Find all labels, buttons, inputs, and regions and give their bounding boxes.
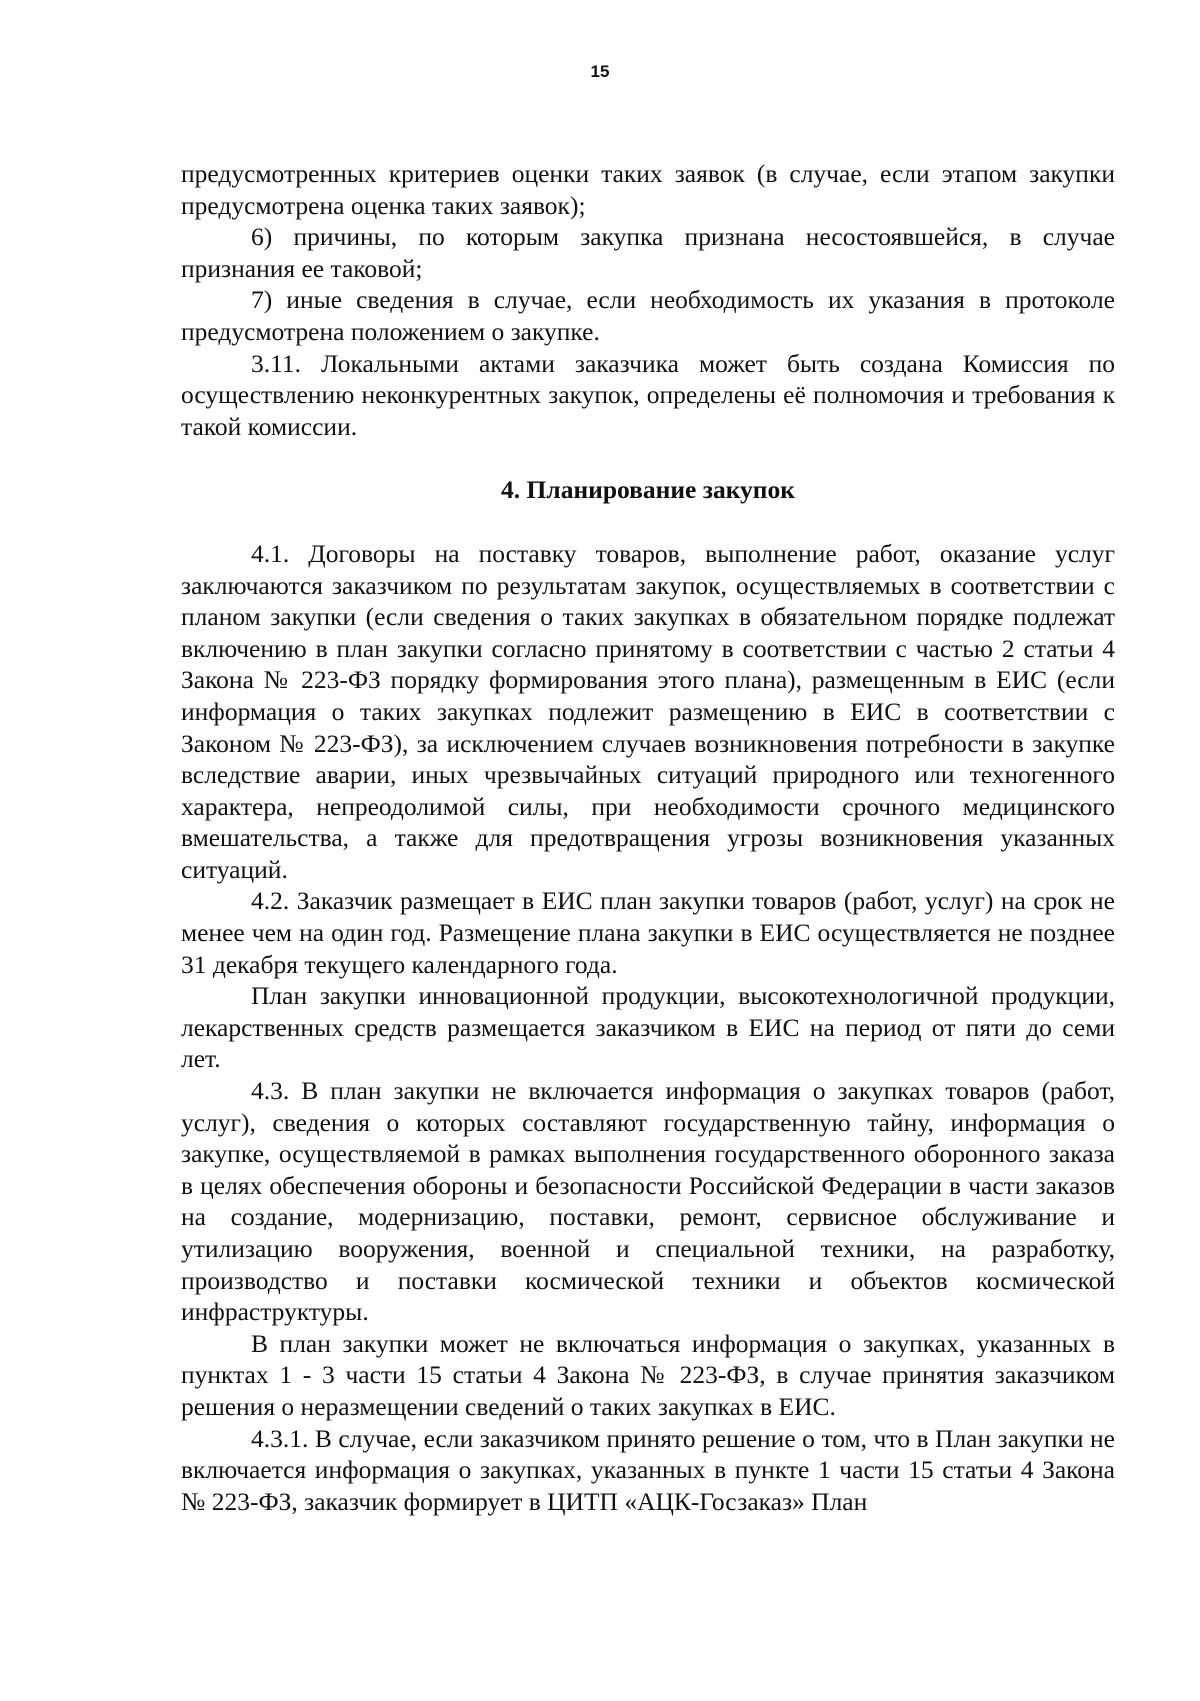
paragraph-4-1: 4.1. Договоры на поставку товаров, выполнение работ, оказание услуг заключаются заказчиком по результатам закупок, осуществляемых в соответствии с планом закупки (если сведения о таких закупках в обязательном порядке подлежат включению в план закупки согласно принятому в соответствии с частью 2 статьи 4 Закона № 223-ФЗ порядку формирования этого плана), размещенным в ЕИС (если информация о таких закупках подлежит размещению в ЕИС в соответствии с Законом № 223-ФЗ), за исключением случаев возникновения потребности в закупке вследствие аварии, иных чрезвычайных ситуаций природного или техногенного характера, непреодолимой силы, при необходимости срочного медицинского вмешательства, а также для предотвращения угрозы возникновения указанных ситуаций. — [181, 538, 1115, 884]
paragraph-item-7: 7) иные сведения в случае, если необходимость их указания в протоколе предусмотрена положением о закупке. — [181, 285, 1115, 346]
document-body — [181, 158, 1115, 1517]
page-number: 15 — [590, 62, 610, 81]
paragraph-item-6: 6) причины, по которым закупка признана несостоявшейся, в случае признания ее таковой; — [181, 222, 1115, 283]
paragraph-4-3: 4.3. В план закупки не включается информация о закупках товаров (работ, услуг), сведения о которых составляют государственную тайну, информация о закупке, осуществляемой в рамках выполнения государственного оборонного заказа в целях обеспечения обороны и безопасности Российской Федерации в части заказов на создание, модернизацию, поставки, ремонт, сервисное обслуживание и утилизацию вооружения, военной и специальной техники, на разработку, производство и поставки космической техники и объектов космической инфраструктуры. — [181, 1076, 1115, 1327]
section-heading: 4. Планирование закупок — [501, 475, 795, 505]
paragraph-4-3-1: 4.3.1. В случае, если заказчиком принято решение о том, что в План закупки не включается информация о закупках, указанных в пункте 1 части 15 статьи 4 Закона № 223-ФЗ, заказчик формирует в ЦИТП «АЦК-Госзаказ» План — [181, 1423, 1115, 1516]
paragraph-4-2: 4.2. Заказчик размещает в ЕИС план закупки товаров (работ, услуг) на срок не менее чем на один год. Размещение плана закупки в ЕИС осуществляется не позднее 31 декабря текущего календарного года. — [181, 886, 1115, 979]
paragraph-3-11: 3.11. Локальными актами заказчика может быть создана Комиссия по осуществлению неконкурентных закупок, определены её полномочия и требования к такой комиссии. — [181, 348, 1115, 441]
paragraph-criteria-continuation: предусмотренных критериев оценки таких заявок (в случае, если этапом закупки предусмотрена оценка таких заявок); — [181, 159, 1115, 220]
paragraph-4-3-exclusion: В план закупки может не включаться информация о закупках, указанных в пунктах 1 - 3 части 15 статьи 4 Закона № 223-ФЗ, в случае принятия заказчиком решения о неразмещении сведений о таких закупках в ЕИС. — [181, 1328, 1115, 1421]
paragraph-4-2-plan: План закупки инновационной продукции, высокотехнологичной продукции, лекарственных средств размещается заказчиком в ЕИС на период от пяти до семи лет. — [181, 981, 1115, 1074]
